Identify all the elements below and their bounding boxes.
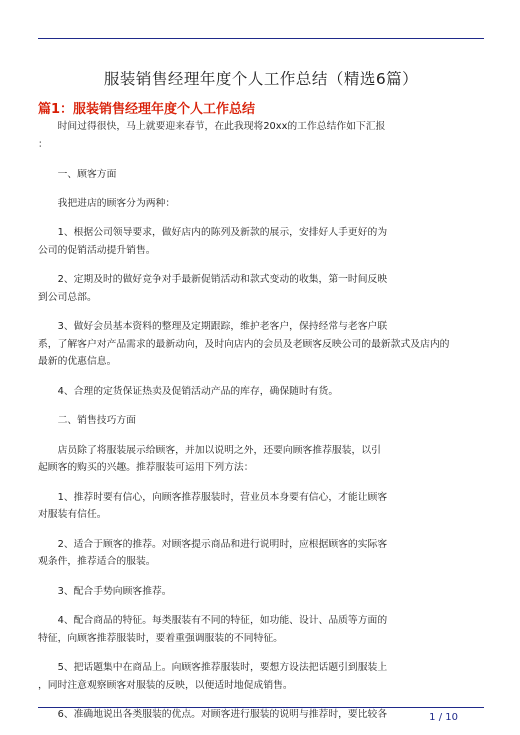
footer-rule <box>38 707 484 708</box>
line: 2、适合于顾客的推荐。对顾客提示商品和进行说明时，应根据顾客的实际客 <box>38 538 388 550</box>
line: 公司的促销活动提升销售。 <box>38 244 156 256</box>
paragraph <box>38 536 484 571</box>
line: 1、根据公司领导要求，做好店内的陈列及新款的展示，安排好人手更好的为 <box>38 227 388 238</box>
paragraph <box>38 489 484 524</box>
line: 一、顾客方面 <box>38 169 117 180</box>
line: ，同时注意观察顾客对服装的反映，以便适时地促成销售。 <box>38 679 293 691</box>
paragraph <box>38 442 484 477</box>
line: 起顾客的购买的兴趣。推荐服装可运用下列方法： <box>38 462 254 473</box>
line: 特征，向顾客推荐服装时，要着重强调服装的不同特征。 <box>38 632 283 644</box>
paragraph <box>38 383 484 401</box>
paragraph <box>38 706 484 724</box>
line: 店员除了将服装展示给顾客，并加以说明之外，还要向顾客推荐服装，以引 <box>38 444 381 456</box>
paragraph <box>38 412 484 430</box>
document-title: 服装销售经理年度个人工作总结（精选6篇） <box>103 70 419 88</box>
paragraph <box>38 118 484 153</box>
document-body <box>38 118 484 724</box>
paragraph <box>38 195 484 213</box>
line: 4、配合商品的特征。每类服装有不同的特征，如功能、设计、品质等方面的 <box>38 615 388 626</box>
line: 到公司总部。 <box>38 291 97 303</box>
line: 3、做好会员基本资料的整理及定期跟踪，维护老客户，保持经常与老客户联 <box>38 321 388 332</box>
line: 3、配合手势向顾客推荐。 <box>38 585 172 597</box>
paragraph <box>38 166 484 184</box>
paragraph <box>38 224 484 259</box>
line: 最新的优惠信息。 <box>38 356 117 367</box>
line: 1、推荐时要有信心，向顾客推荐服装时，营业员本身要有信心，才能让顾客 <box>38 491 388 503</box>
line: 5、把话题集中在商品上。向顾客推荐服装时，要想方设法把话题引到服装上 <box>38 662 388 673</box>
line: 时间过得很快，马上就要迎来春节，在此我现将20xx的工作总结作如下汇报 <box>38 121 386 132</box>
paragraph <box>38 583 484 601</box>
line: 系，了解客户对产品需求的最新动向，及时向店内的会员及老顾客反映公司的最新款式及店内的 <box>38 338 450 350</box>
line: 对服装有信任。 <box>38 509 107 520</box>
line: 观条件，推荐适合的服装。 <box>38 556 156 567</box>
paragraph <box>38 271 484 306</box>
header-rule <box>38 38 484 39</box>
line: 6、准确地说出各类服装的优点。对顾客进行服装的说明与推荐时，要比较各 <box>38 709 388 720</box>
line: 我把进店的顾客分为两种： <box>38 197 176 209</box>
line: 4、合理的定货保证热卖及促销活动产品的库存，确保随时有货。 <box>38 385 339 397</box>
section-heading: 篇1：服装销售经理年度个人工作总结 <box>38 102 256 117</box>
paragraph <box>38 318 484 371</box>
paragraph <box>38 612 484 647</box>
page-number: 1 / 10 <box>429 712 458 723</box>
paragraph <box>38 659 484 694</box>
line: 2、定期及时的做好竞争对手最新促销活动和款式变动的收集，第一时间反映 <box>38 274 388 285</box>
line: 二、销售技巧方面 <box>38 415 136 426</box>
line: ： <box>38 138 48 150</box>
